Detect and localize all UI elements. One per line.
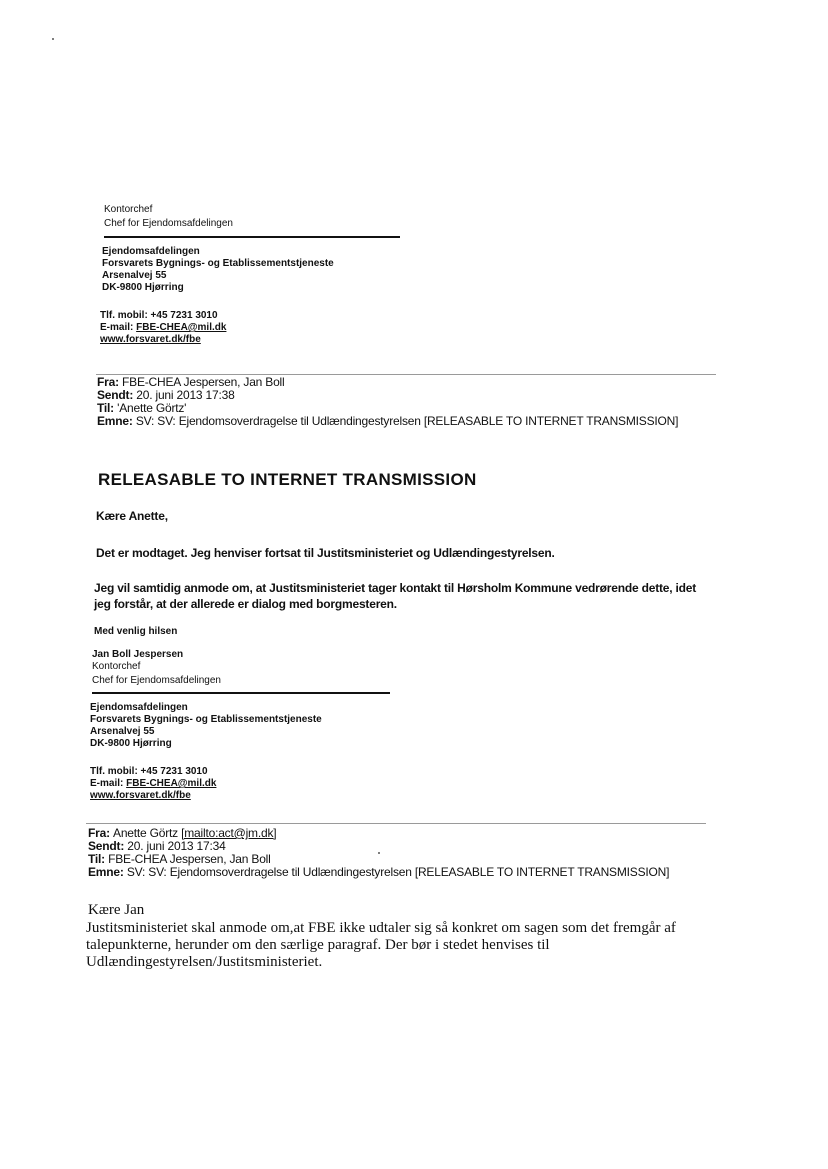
sent-value: 20. juni 2013 17:38 [136,388,235,402]
email-line [100,322,226,334]
subject-label: Emne: [88,865,124,879]
paragraph-2 [94,580,696,612]
greeting: Kære Anette, [96,509,168,523]
email1-header [97,376,678,428]
reply-body [86,920,676,971]
sig1-title [104,204,152,216]
closing: Med venlig hilsen [94,626,178,637]
address-line: Ejendomsafdelingen [90,702,188,713]
sent-label: Sendt: [88,839,125,853]
paragraph-line: Jeg vil samtidig anmode om, at Justitsministeriet tager kontakt til Hørsholm Kommune vedrørende dette, idet [94,581,697,595]
paragraph-1: Det er modtaget. Jeg henviser fortsat til Justitsministeriet og Udlændingestyrelsen. [96,546,555,560]
sig2-subtitle: Chef for Ejendomsafdelingen [92,675,221,686]
email-line [90,778,216,790]
to-label: Til: [97,401,114,415]
sig1-subtitle [104,218,233,230]
sent-value: 20. juni 2013 17:34 [127,839,226,853]
subject-row [97,415,678,428]
reply-line: Udlændingestyrelsen/Justitsministeriet. [86,954,323,970]
paragraph-line: jeg forstår, at der allerede er dialog med borgmesteren. [94,597,397,611]
address-line: DK-9800 Hjørring [102,282,184,293]
subject-row [88,866,669,879]
reply-line: talepunkterne, herunder om den særlige paragraf. Der bør i stedet henvises til [86,937,550,953]
sig1-title-line: Kontorchef [104,204,153,215]
to-value: FBE-CHEA Jespersen, Jan Boll [108,852,271,866]
sig2-contact [90,766,216,802]
sent-label: Sendt: [97,388,134,402]
email-label: E-mail: [100,322,137,333]
to-label: Til: [88,852,105,866]
address-line: Ejendomsafdelingen [102,246,200,257]
phone-text: Tlf. mobil: +45 7231 3010 [90,766,208,777]
scan-speck [52,38,54,40]
from-value: FBE-CHEA Jespersen, Jan Boll [122,375,285,389]
releasable-banner: RELEASABLE TO INTERNET TRANSMISSION [98,470,477,489]
signature-divider [104,236,400,238]
email-separator [86,823,706,824]
email-label: E-mail: [90,778,127,789]
scan-speck [378,852,380,854]
email-link[interactable]: FBE-CHEA@mil.dk [126,778,217,789]
web-link[interactable]: www.forsvaret.dk/fbe [90,790,191,801]
subject-value: SV: SV: Ejendomsoverdragelse til Udlændingestyrelsen [RELEASABLE TO INTERNET TRANSMISSION] [126,865,670,879]
subject-value: SV: SV: Ejendomsoverdragelse til Udlændingestyrelsen [RELEASABLE TO INTERNET TRANSMISSION] [135,414,679,428]
signer-name: Jan Boll Jespersen [92,649,184,660]
sig1-contact [100,310,226,346]
sig2-title: Kontorchef [92,661,141,672]
subject-label: Emne: [97,414,133,428]
address-line: Arsenalvej 55 [102,270,167,281]
reply-line: Justitsministeriet skal anmode om,at FBE ikke udtaler sig så konkret om sagen som det fremgår af [86,920,676,936]
from-value: Anette Görtz [113,826,178,840]
from-mailto-link[interactable]: [mailto:act@jm.dk] [181,826,277,840]
address-line: Forsvarets Bygnings- og Etablissementstjeneste [90,714,322,725]
address-line: DK-9800 Hjørring [90,738,172,749]
reply-greeting: Kære Jan [88,902,145,918]
email-link[interactable]: FBE-CHEA@mil.dk [136,322,227,333]
address-line: Arsenalvej 55 [90,726,155,737]
from-label: Fra: [88,826,110,840]
signature-divider [92,692,390,694]
sig1-subtitle-line: Chef for Ejendomsafdelingen [104,218,233,229]
sig1-address [102,246,334,294]
from-label: Fra: [97,375,119,389]
to-value: 'Anette Görtz' [117,401,187,415]
web-link[interactable]: www.forsvaret.dk/fbe [100,334,201,345]
phone-text: Tlf. mobil: +45 7231 3010 [100,310,218,321]
sig2-address [90,702,322,750]
address-line: Forsvarets Bygnings- og Etablissementstjeneste [102,258,334,269]
